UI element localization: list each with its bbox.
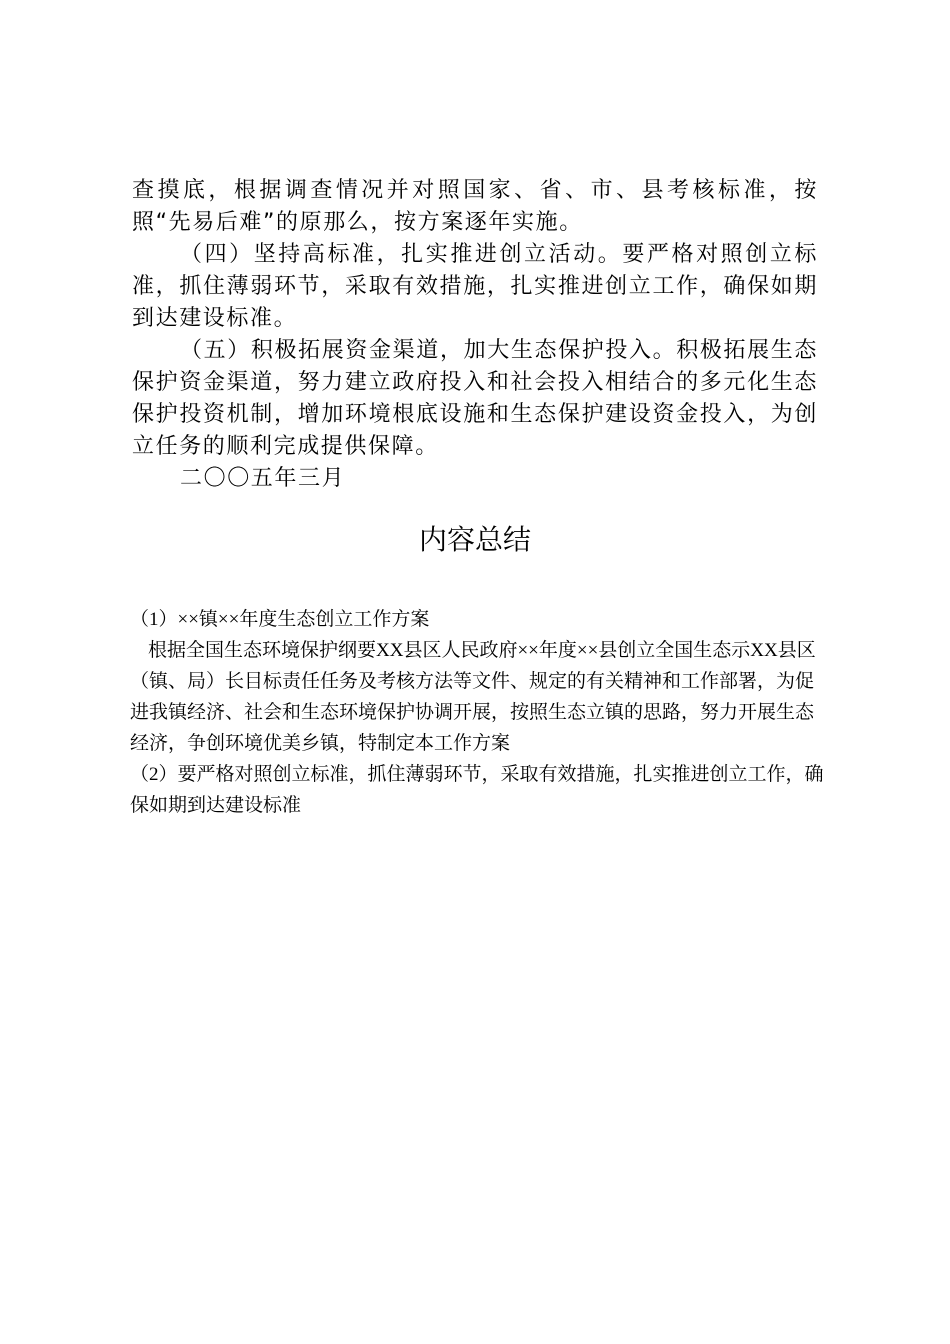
summary-item-2: （2）要严格对照创立标准，抓住薄弱环节，采取有效措施，扎实推进创立工作，确保如期到达建设标准 <box>130 764 824 816</box>
summary-item-1-body: 根据全国生态环境保护纲要XX县区人民政府××年度××县创立全国生态示XX县区（镇、局）长目标责任任务及考核方法等文件、规定的有关精神和工作部署，为促进我镇经济、社会和生态环境保护协调开展，按照生态立镇的思路，努力开展生态经济，争创环境优美乡镇，特制定本工作方案 <box>130 640 816 754</box>
paragraph-section-five: （五）积极拓展资金渠道，加大生态保护投入。积极拓展生态保护资金渠道，努力建立政府投入和社会投入相结合的多元化生态保护投资机制，增加环境根底设施和生态保护建设资金投入，为创立任务的顺利完成提供保障。 <box>132 338 818 459</box>
summary-item-1-heading: （1）××镇××年度生态创立工作方案 <box>130 609 430 630</box>
summary-section <box>130 604 826 821</box>
paragraph-section-four: （四）坚持高标准，扎实推进创立活动。要严格对照创立标准，抓住薄弱环节，采取有效措施，扎实推进创立工作，确保如期到达建设标准。 <box>132 242 818 331</box>
document-body <box>132 175 818 495</box>
paragraph-continuation: 查摸底，根据调查情况并对照国家、省、市、县考核标准，按照“先易后难”的原那么，按方案逐年实施。 <box>132 178 818 235</box>
summary-title: 内容总结 <box>418 523 531 556</box>
document-date: 二〇〇五年三月 <box>180 466 346 491</box>
